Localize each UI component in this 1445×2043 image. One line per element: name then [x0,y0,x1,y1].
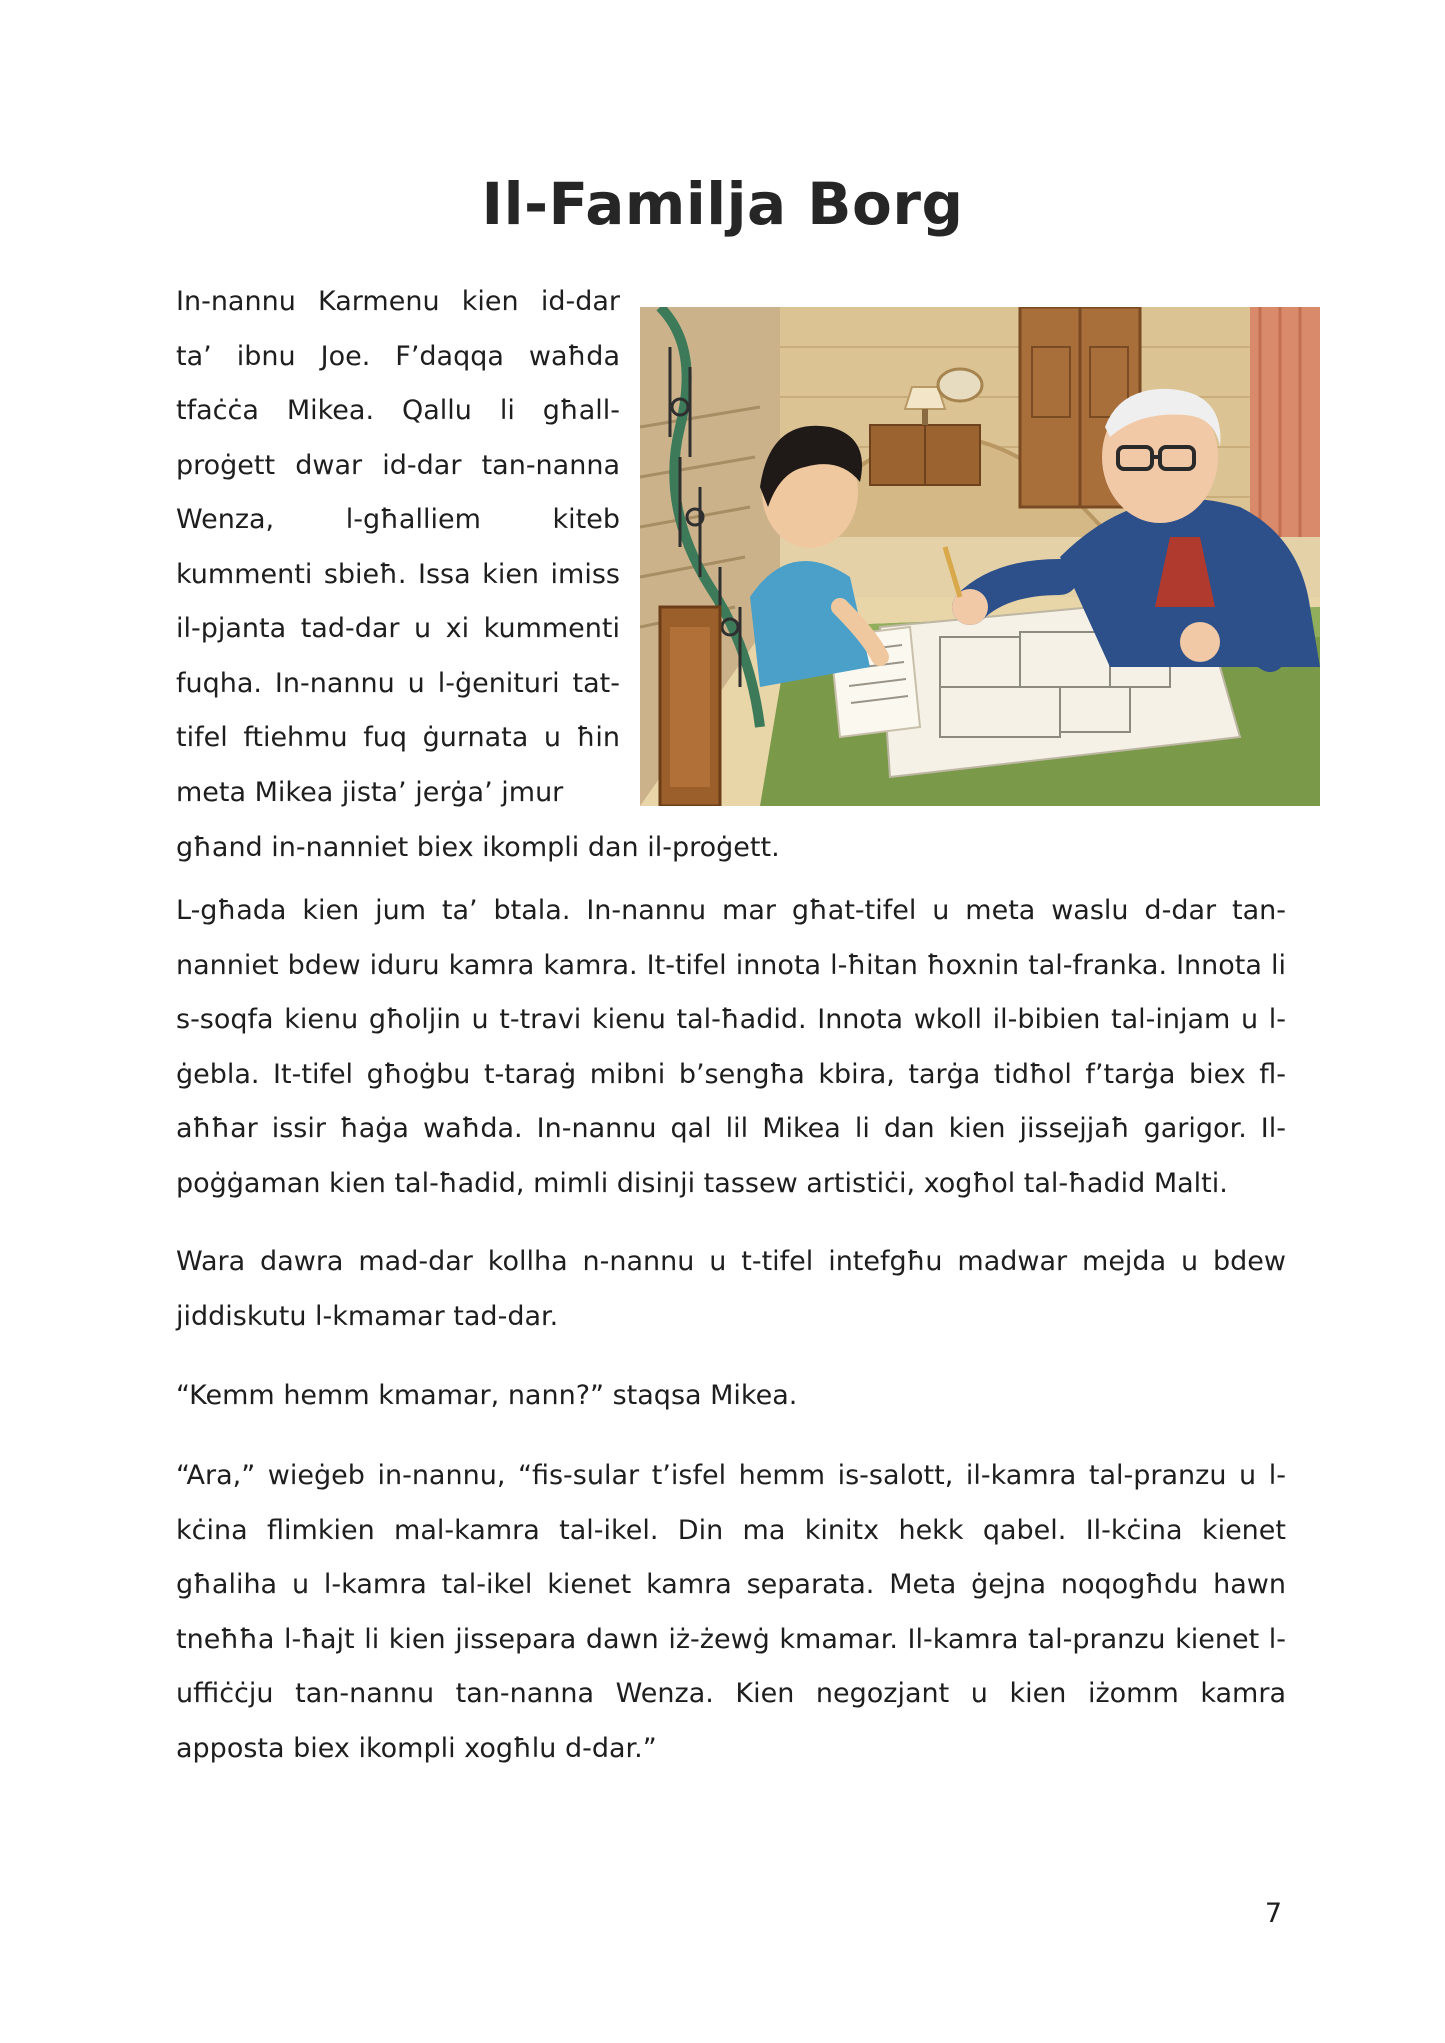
intro-paragraph-end: għand in-nanniet biex ikompli dan il-proġett. [176,832,780,863]
page-title: Il-Familja Borg [481,170,964,238]
paragraph-tour: L-għada kien jum ta’ btala. In-nannu mar għat-tifel u meta waslu d-dar tan-nanniet bdew iduru kamra kamra. It-tifel innota l-ħitan ħoxnin tal-franka. Innota li s-soqfa kienu għoljin u t-travi kienu tal-ħadid. Innota wkoll il-bibien tal-injam u l-ġebla. It-tifel għoġbu t-taraġ mibni b’sengħa kbira, tarġa tidħol f’tarġa biex fl-aħħar issir ħaġa waħda. In-nannu qal lil Mikea li dan kien jissejjaħ garigor. Il-poġġaman kien tal-ħadid, mimli disinji tassew artistiċi, xogħol tal-ħadid Malti. [176,895,1286,1199]
illustration-grandfather-and-boy-with-floor-plan [640,307,1320,806]
paragraph-question: “Kemm hemm kmamar, nann?” staqsa Mikea. [176,1380,798,1411]
paragraph-answer: “Ara,” wieġeb in-nannu, “fis-sular t’isfel hemm is-salott, il-kamra tal-pranzu u l-kċina flimkien mal-kamra tal-ikel. Din ma kinitx hekk qabel. Il-kċina kienet għaliha u l-kamra tal-ikel kienet kamra separata. Meta ġejna noqogħdu hawn tneħħa l-ħajt li kien jissepara dawn iż-żewġ kmamar. Il-kamra tal-pranzu kienet l-uffiċċju tan-nannu tan-nanna Wenza. Kien negozjant u kien iżomm kamra apposta biex ikompli xogħlu d-dar.” [176,1460,1286,1764]
paragraph-discussion: Wara dawra mad-dar kollha n-nannu u t-tifel intefgħu madwar mejda u bdew jiddiskutu l-kmamar tad-dar. [176,1246,1286,1332]
intro-paragraph: In-nannu Karmenu kien id-dar ta’ ibnu Joe. F’daqqa waħda tfaċċa Mikea. Qallu li għall-proġett dwar id-dar tan-nanna Wenza, l-għalliem kiteb kummenti sbieħ. Issa kien imiss il-pjanta tad-dar u xi kummenti fuqha. In-nannu u l-ġenituri tat-tifel ftiehmu fuq ġurnata u ħin meta Mikea jista’ jerġa’ jmur [176,286,620,808]
page-number: 7 [1264,1898,1282,1929]
